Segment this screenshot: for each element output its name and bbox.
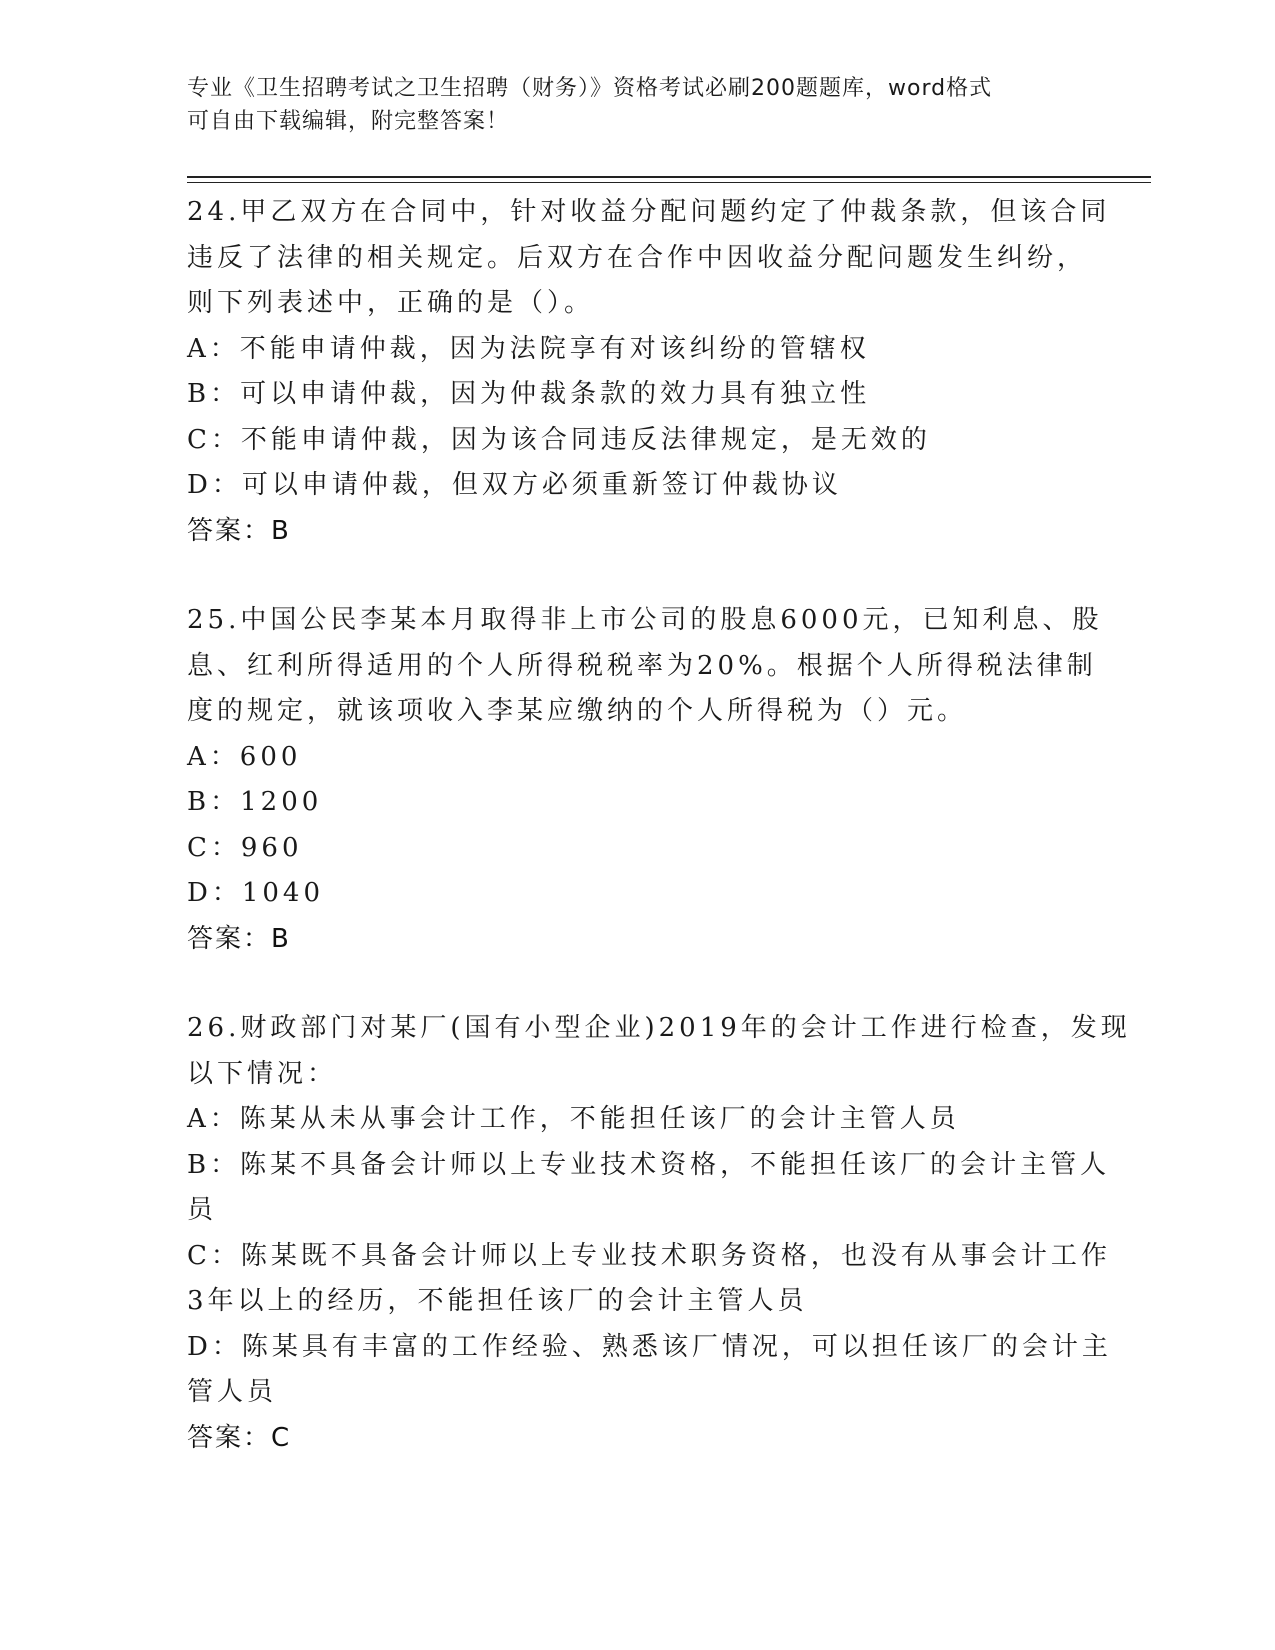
question-stem-line: 25.中国公民李某本月取得非上市公司的股息6000元，已知利息、股	[187, 605, 1103, 635]
question-stem-line: 26.财政部门对某厂(国有小型企业)2019年的会计工作进行检查，发现	[187, 1013, 1131, 1043]
question-stem-line: 则下列表述中，正确的是（）。	[187, 288, 595, 318]
header-divider-thin	[187, 182, 1151, 183]
option-b-continued: 员	[187, 1195, 218, 1225]
answer-label: 答案：B	[187, 515, 291, 546]
option-d: D：可以申请仲裁，但双方必须重新签订仲裁协议	[187, 470, 842, 500]
question-25	[187, 598, 1103, 962]
option-c-continued: 3年以上的经历，不能担任该厂的会计主管人员	[187, 1286, 808, 1316]
option-c: C：陈某既不具备会计师以上专业技术职务资格，也没有从事会计工作	[187, 1240, 1111, 1271]
answer-label: 答案：C	[187, 1422, 292, 1453]
header-divider-thick	[187, 176, 1151, 178]
header-line-2: 可自由下载编辑，附完整答案！	[187, 109, 510, 134]
question-24	[187, 190, 1111, 554]
option-b: B：1200	[187, 787, 323, 817]
option-b: B：陈某不具备会计师以上专业技术资格，不能担任该厂的会计主管人	[187, 1149, 1111, 1180]
option-b: B：可以申请仲裁，因为仲裁条款的效力具有独立性	[187, 379, 871, 409]
question-stem-line: 违反了法律的相关规定。后双方在合作中因收益分配问题发生纠纷，	[187, 242, 1088, 273]
question-list	[187, 190, 1131, 1505]
question-stem-line: 息、红利所得适用的个人所得税税率为20%。根据个人所得税法律制	[187, 650, 1097, 681]
option-d: D：陈某具有丰富的工作经验、熟悉该厂情况，可以担任该厂的会计主	[187, 1331, 1112, 1362]
option-c: C：不能申请仲裁，因为该合同违反法律规定，是无效的	[187, 424, 931, 455]
option-a: A：不能申请仲裁，因为法院享有对该纠纷的管辖权	[187, 333, 870, 364]
question-stem-line: 度的规定，就该项收入李某应缴纳的个人所得税为（）元。	[187, 696, 968, 726]
option-d-continued: 管人员	[187, 1377, 278, 1407]
answer-label: 答案：B	[187, 923, 291, 954]
option-c: C：960	[187, 832, 303, 863]
option-a: A：600	[187, 741, 302, 772]
question-stem-line: 24.甲乙双方在合同中，针对收益分配问题约定了仲裁条款，但该合同	[187, 197, 1111, 227]
question-26	[187, 1006, 1131, 1461]
document-header	[187, 72, 1087, 138]
option-d: D：1040	[187, 878, 325, 908]
option-a: A：陈某从未从事会计工作，不能担任该厂的会计主管人员	[187, 1104, 960, 1134]
header-line-1: 专业《卫生招聘考试之卫生招聘（财务）》资格考试必刷200题题库，word格式	[187, 76, 993, 101]
question-stem-line: 以下情况：	[187, 1058, 338, 1089]
